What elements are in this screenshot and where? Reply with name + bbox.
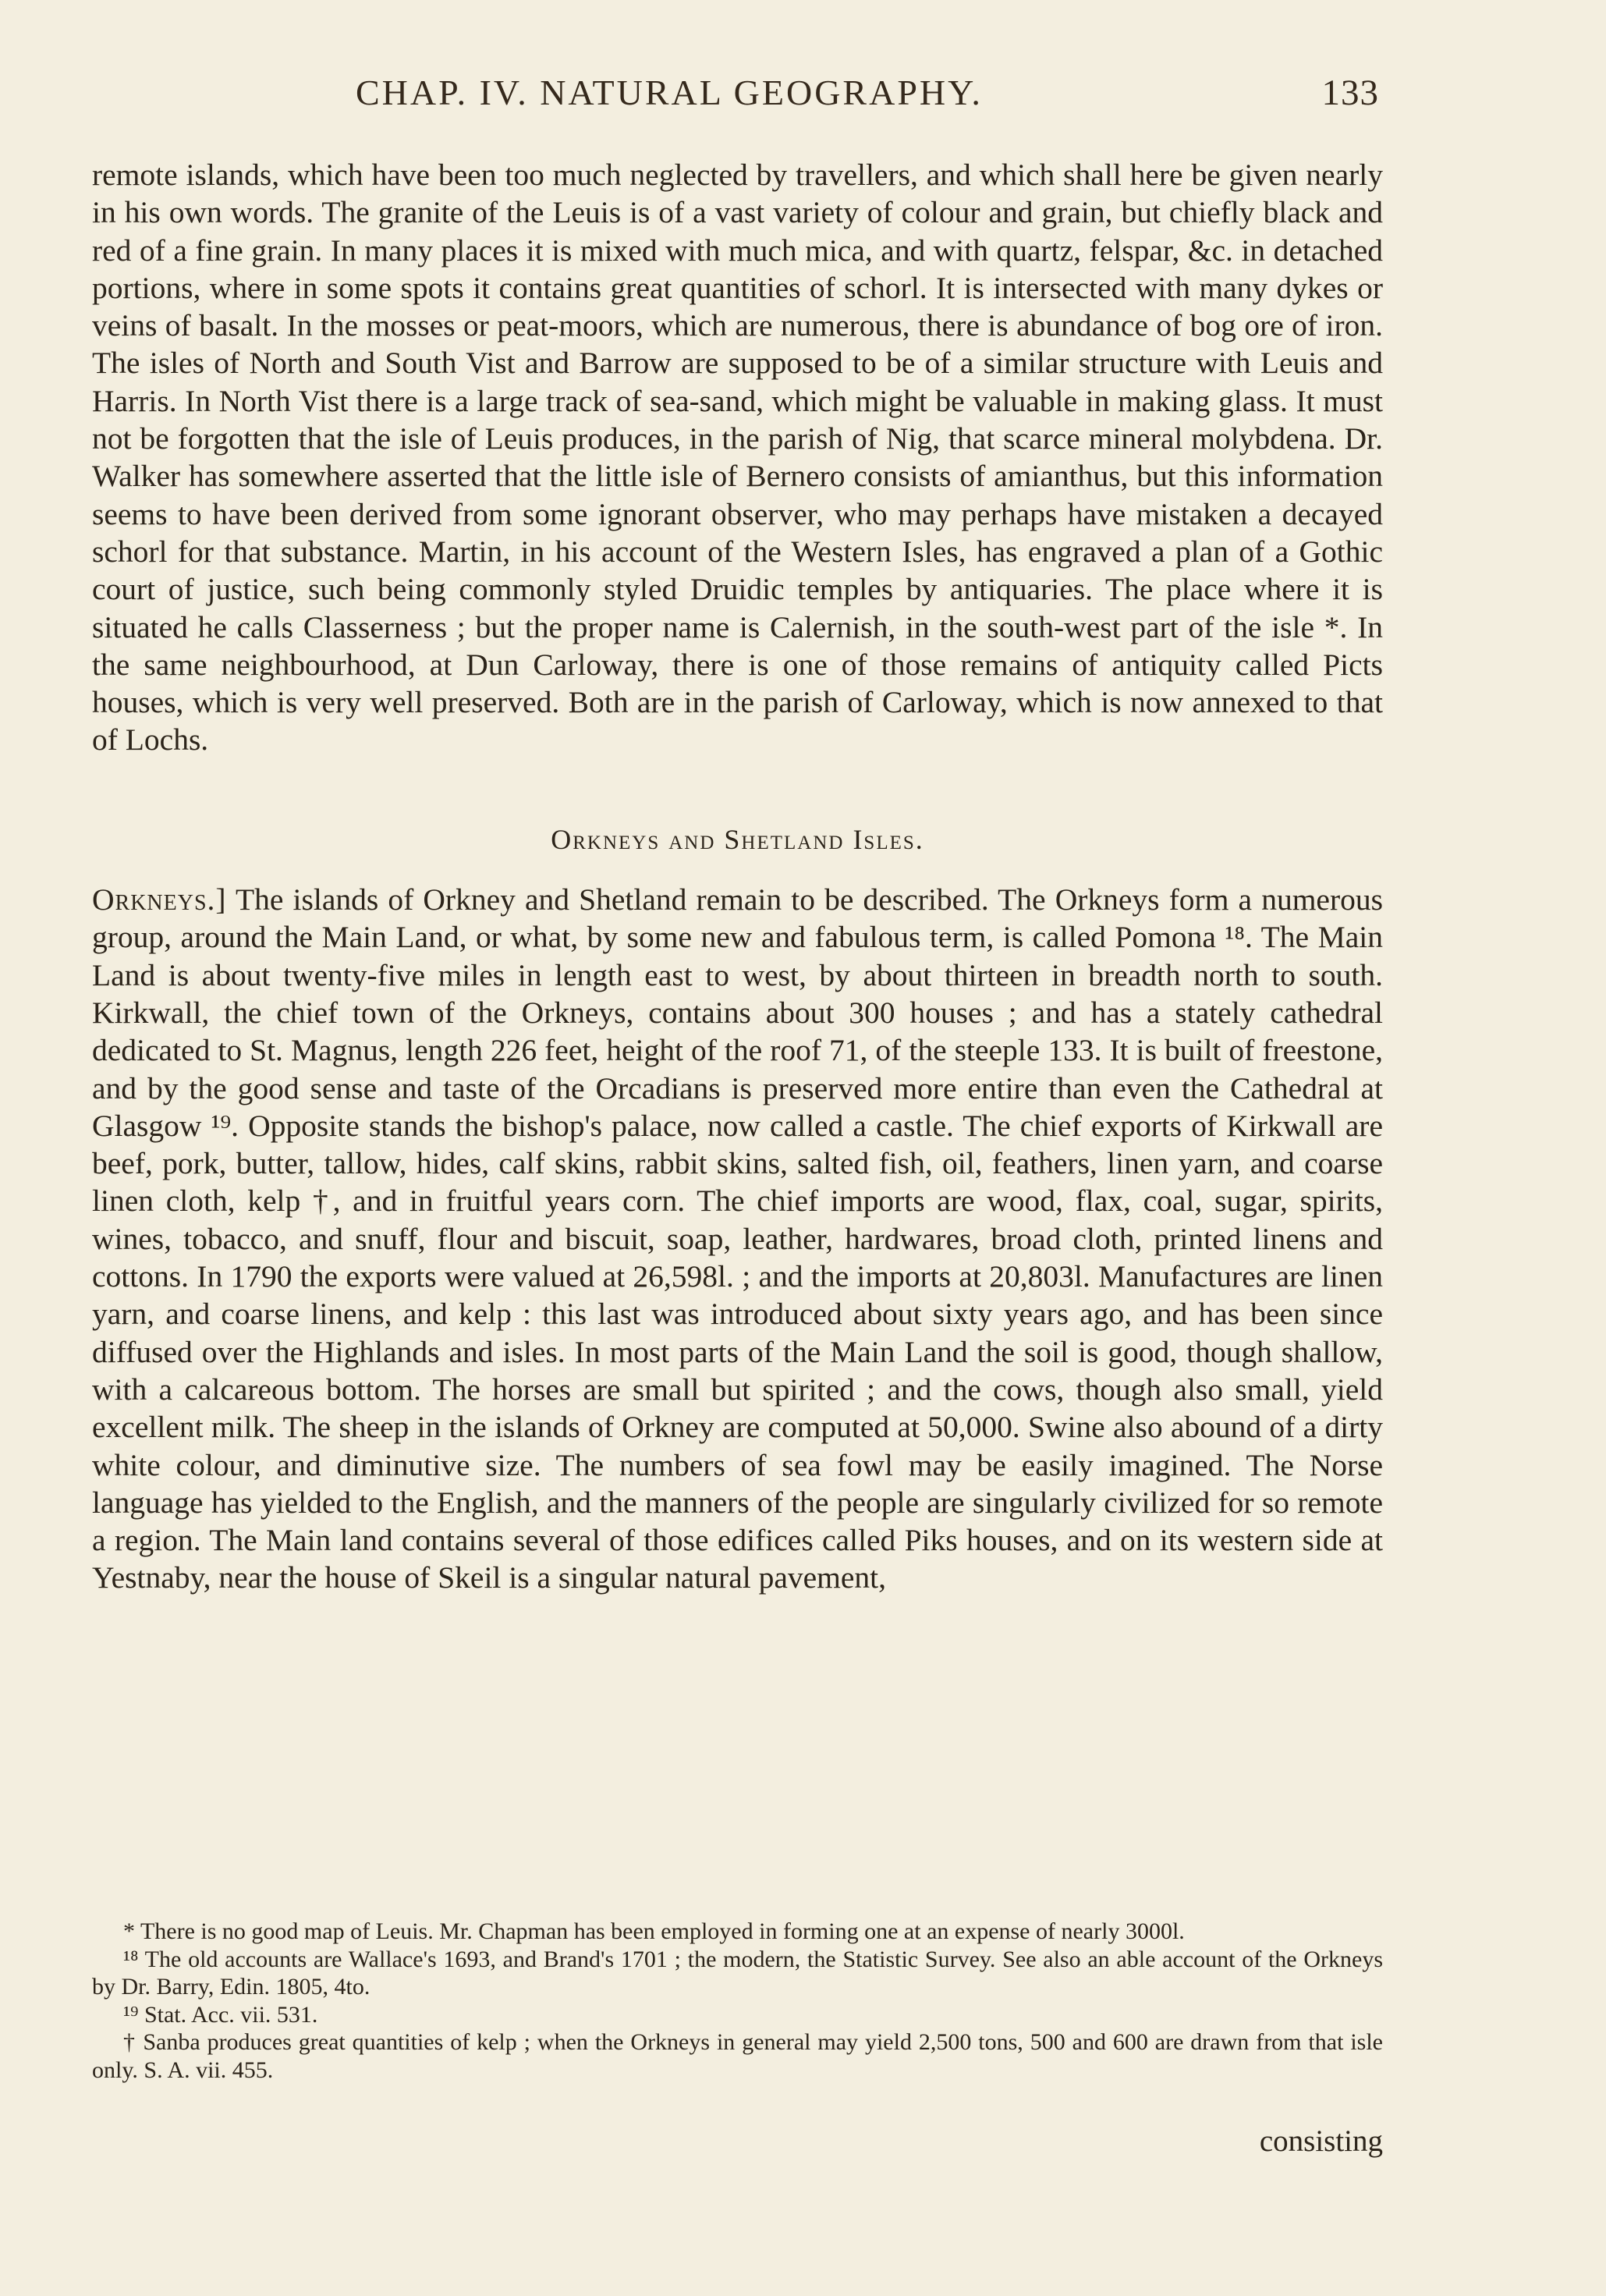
page-number: 133 (1321, 73, 1379, 113)
footnote-dagger: † Sanba produces great quantities of kelp ; when the Orkneys in general may yield 2,500 tons, 500 and 600 are drawn from that isle only. S. A. vii. 455. (92, 2029, 1383, 2083)
footnote-star: * There is no good map of Leuis. Mr. Chapman has been employed in forming one at an expense of nearly 3000l. (123, 1918, 1185, 1944)
footnotes (92, 1918, 1383, 2084)
paragraph-2-text: The islands of Orkney and Shetland remain to be described. The Orkneys form a numerous group, around the Main Land, or what, by some new and fabulous term, is called Pomona ¹⁸. The Main Land is about twenty-five miles in length east to west, by about thirteen in breadth north to south. Kirkwall, the chief town of the Orkneys, contains about 300 houses ; and has a stately cathedral dedicated to St. Magnus, length 226 feet, height of the roof 71, of the steeple 133. It is built of freestone, and by the good sense and taste of the Orcadians is preserved more entire than even the Cathedral at Glasgow ¹⁹. Opposite stands the bishop's palace, now called a castle. The chief exports of Kirkwall are beef, pork, butter, tallow, hides, calf skins, rabbit skins, salted fish, oil, feathers, linen yarn, and coarse linen cloth, kelp †, and in fruitful years corn. The chief imports are wood, flax, coal, sugar, spirits, wines, tobacco, and snuff, flour and biscuit, soap, leather, hardwares, broad cloth, printed linens and cottons. In 1790 the exports were valued at 26,598l. ; and the imports at 20,803l. Manufactures are linen yarn, and coarse linens, and kelp : this last was introduced about sixty years ago, and has been since diffused over the Highlands and isles. In most parts of the Main Land the soil is good, though shallow, with a calcareous bottom. The horses are small but spirited ; and the cows, though also small, yield excellent milk. The sheep in the islands of Orkney are computed at 50,000. Swine also abound of a dirty white colour, and diminutive size. The numbers of sea fowl may be easily imagined. The Norse language has yielded to the English, and the manners of the people are singularly civilized for so remote a region. The Main land contains several of those edifices called Piks houses, and on its western side at Yestnaby, near the house of Skeil is a singular natural pavement, (92, 882, 1383, 1595)
run-in-heading: Orkneys.] (92, 882, 227, 917)
paragraph-1: remote islands, which have been too much neglected by travellers, and which shall here be given nearly in his own words. The granite of the Leuis is of a vast variety of colour and grain, but chiefly black and red of a fine grain. In many places it is mixed with much mica, and with quartz, felspar, &c. in detached portions, where in some spots it contains great quantities of schorl. It is intersected with many dykes or veins of basalt. In the mosses or peat-moors, which are numerous, there is abundance of bog ore of iron. The isles of North and South Vist and Barrow are supposed to be of a similar structure with Leuis and Harris. In North Vist there is a large track of sea-sand, which might be valuable in making glass. It must not be forgotten that the isle of Leuis produces, in the parish of Nig, that scarce mineral molybdena. Dr. Walker has somewhere asserted that the little isle of Bernero consists of amianthus, but this information seems to have been derived from some ignorant observer, who may perhaps have mistaken a decayed schorl for that substance. Martin, in his account of the Western Isles, has engraved a plan of a Gothic court of justice, such being commonly styled Druidic temples by antiquaries. The place where it is situated he calls Classerness ; but the proper name is Calernish, in the south-west part of the isle *. In the same neighbourhood, at Dun Carloway, there is one of those remains of antiquity called Picts houses, which is very well preserved. Both are in the parish of Carloway, which is now annexed to that of Lochs. (92, 158, 1383, 758)
catchword: consisting (1259, 2124, 1383, 2158)
paragraph-2 (92, 881, 1383, 1597)
footnote-18: ¹⁸ The old accounts are Wallace's 1693, and Brand's 1701 ; the modern, the Statistic Survey. See also an able account of the Orkneys by Dr. Barry, Edin. 1805, 4to. (92, 1946, 1383, 2000)
running-head: CHAP. IV. NATURAL GEOGRAPHY. (356, 73, 983, 112)
section-heading: Orkneys and Shetland Isles. (551, 823, 924, 855)
page-header (92, 72, 1379, 114)
footnote-19: ¹⁹ Stat. Acc. vii. 531. (123, 2001, 318, 2028)
main-text (92, 156, 1383, 1597)
